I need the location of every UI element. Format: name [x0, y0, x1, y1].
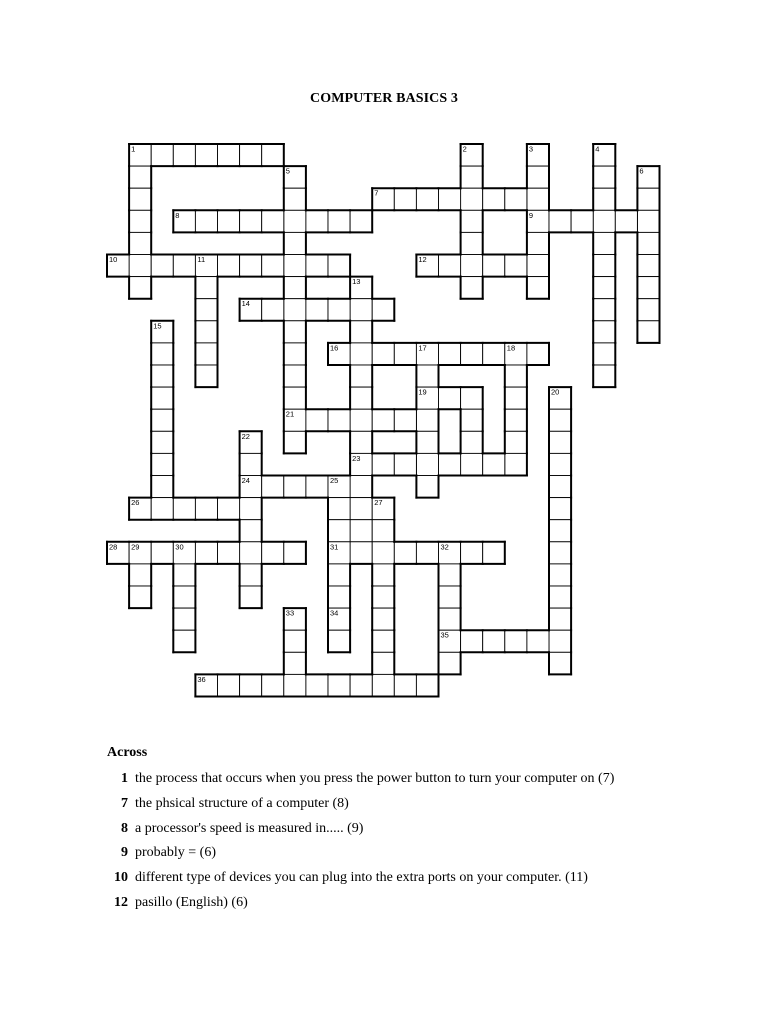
grid-cell[interactable] [284, 431, 306, 453]
grid-cell[interactable] [372, 586, 394, 608]
grid-cell[interactable] [306, 476, 328, 498]
grid-cell[interactable] [461, 255, 483, 277]
grid-cell[interactable] [151, 255, 173, 277]
grid-number: 30 [175, 542, 184, 552]
grid-cell[interactable] [549, 542, 571, 564]
grid-cell[interactable] [350, 343, 372, 365]
across-clues-section [107, 745, 727, 916]
grid-cell[interactable] [129, 232, 151, 254]
grid-cell[interactable] [372, 299, 394, 321]
grid-cell[interactable] [549, 652, 571, 674]
grid-number: 15 [153, 321, 162, 331]
grid-cell[interactable] [372, 674, 394, 696]
grid-cell[interactable] [350, 321, 372, 343]
clue-number: 8 [121, 820, 128, 836]
grid-number: 31 [330, 542, 339, 552]
grid-cell[interactable] [416, 431, 438, 453]
grid-number: 27 [374, 498, 383, 508]
across-heading: Across [107, 745, 148, 760]
grid-cell[interactable] [350, 387, 372, 409]
grid-cell[interactable] [593, 343, 615, 365]
grid-cell[interactable] [284, 321, 306, 343]
grid-cell[interactable] [372, 652, 394, 674]
grid-cell[interactable] [461, 409, 483, 431]
grid-cell[interactable] [328, 630, 350, 652]
grid-cell[interactable] [461, 630, 483, 652]
grid-cell[interactable] [637, 210, 659, 232]
grid-cell[interactable] [218, 498, 240, 520]
grid-cell[interactable] [328, 674, 350, 696]
grid-cell[interactable] [240, 542, 262, 564]
grid-cell[interactable] [173, 144, 195, 166]
grid-cell[interactable] [483, 453, 505, 475]
grid-cell[interactable] [328, 299, 350, 321]
grid-cell[interactable] [549, 608, 571, 630]
grid-cell[interactable] [372, 564, 394, 586]
clue-item [107, 792, 727, 817]
grid-cell[interactable] [240, 498, 262, 520]
grid-cell[interactable] [195, 210, 217, 232]
grid-cell[interactable] [350, 365, 372, 387]
grid-cell[interactable] [439, 586, 461, 608]
grid-cell[interactable] [439, 652, 461, 674]
grid-cell[interactable] [350, 431, 372, 453]
grid-cell[interactable] [461, 343, 483, 365]
grid-cell[interactable] [549, 564, 571, 586]
grid-cell[interactable] [505, 188, 527, 210]
grid-cell[interactable] [527, 277, 549, 299]
grid-cell[interactable] [195, 321, 217, 343]
grid-cell[interactable] [240, 520, 262, 542]
grid-cell[interactable] [461, 453, 483, 475]
grid-cell[interactable] [394, 674, 416, 696]
grid-cell[interactable] [593, 365, 615, 387]
grid-cell[interactable] [218, 255, 240, 277]
grid-cell[interactable] [262, 144, 284, 166]
grid-cell[interactable] [284, 365, 306, 387]
grid-cell[interactable] [549, 409, 571, 431]
grid-cell[interactable] [284, 387, 306, 409]
grid-cell[interactable] [394, 453, 416, 475]
grid-cell[interactable] [372, 453, 394, 475]
grid-cell[interactable] [461, 277, 483, 299]
grid-cell[interactable] [240, 586, 262, 608]
grid-cell[interactable] [262, 542, 284, 564]
clue-number: 1 [121, 771, 128, 786]
grid-cell[interactable] [195, 277, 217, 299]
grid-number: 33 [285, 608, 295, 618]
grid-cell[interactable] [129, 564, 151, 586]
page-title: COMPUTER BASICS 3 [310, 91, 458, 106]
grid-number: 7 [374, 188, 379, 198]
grid-cell[interactable] [527, 232, 549, 254]
grid-cell[interactable] [461, 431, 483, 453]
grid-cell[interactable] [284, 630, 306, 652]
grid-cell[interactable] [439, 564, 461, 586]
grid-cell[interactable] [372, 542, 394, 564]
clue-item [107, 891, 727, 916]
grid-cell[interactable] [505, 431, 527, 453]
grid-cell[interactable] [240, 255, 262, 277]
grid-cell[interactable] [439, 453, 461, 475]
grid-cell[interactable] [151, 498, 173, 520]
grid-cell[interactable] [284, 542, 306, 564]
grid-cell[interactable] [328, 586, 350, 608]
grid-number: 8 [175, 210, 180, 220]
grid-cell[interactable] [284, 210, 306, 232]
grid-cell[interactable] [593, 299, 615, 321]
grid-cell[interactable] [549, 431, 571, 453]
grid-cell[interactable] [173, 586, 195, 608]
grid-cell[interactable] [306, 255, 328, 277]
grid-number: 34 [330, 608, 339, 618]
clue-item [107, 866, 727, 891]
grid-cell[interactable] [284, 652, 306, 674]
grid-cell[interactable] [549, 498, 571, 520]
grid-cell[interactable] [284, 188, 306, 210]
grid-number: 18 [506, 343, 516, 353]
grid-cell[interactable] [173, 608, 195, 630]
grid-cell[interactable] [129, 255, 151, 277]
grid-cell[interactable] [615, 210, 637, 232]
grid-cell[interactable] [151, 476, 173, 498]
clue-number: 9 [121, 845, 128, 861]
grid-cell[interactable] [195, 498, 217, 520]
grid-cell[interactable] [284, 232, 306, 254]
grid-cell[interactable] [527, 166, 549, 188]
grid-number: 4 [595, 144, 600, 154]
grid-cell[interactable] [372, 343, 394, 365]
grid-cell[interactable] [372, 520, 394, 542]
grid-number: 14 [241, 299, 250, 309]
grid-cell[interactable] [549, 520, 571, 542]
grid-cell[interactable] [284, 299, 306, 321]
grid-number: 9 [528, 210, 534, 220]
grid-cell[interactable] [571, 210, 593, 232]
grid-number: 29 [131, 542, 140, 552]
clue-text: different type of devices you can plug into the extra ports on your computer. (11) [135, 870, 588, 886]
grid-cell[interactable] [549, 453, 571, 475]
grid-cell[interactable] [129, 166, 151, 188]
grid-cell[interactable] [328, 409, 350, 431]
grid-number: 20 [551, 387, 560, 397]
grid-cell[interactable] [240, 564, 262, 586]
grid-cell[interactable] [416, 542, 438, 564]
grid-cell[interactable] [461, 166, 483, 188]
grid-cell[interactable] [218, 674, 240, 696]
grid-number: 16 [330, 343, 339, 353]
grid-cell[interactable] [505, 365, 527, 387]
grid-cell[interactable] [394, 188, 416, 210]
grid-cell[interactable] [527, 188, 549, 210]
grid-cell[interactable] [372, 409, 394, 431]
grid-cell[interactable] [284, 674, 306, 696]
grid-cell[interactable] [416, 476, 438, 498]
grid-cell[interactable] [483, 343, 505, 365]
grid-cell[interactable] [173, 498, 195, 520]
grid-cell[interactable] [637, 188, 659, 210]
grid-cell[interactable] [129, 188, 151, 210]
grid-cell[interactable] [151, 343, 173, 365]
grid-cell[interactable] [350, 409, 372, 431]
grid-cell[interactable] [350, 476, 372, 498]
grid-number: 24 [241, 476, 250, 485]
clue-text: a processor's speed is measured in..... (9) [135, 820, 364, 836]
grid-cell[interactable] [439, 387, 461, 409]
grid-cell[interactable] [372, 608, 394, 630]
clue-text: probably = (6) [135, 845, 216, 861]
grid-cell[interactable] [284, 277, 306, 299]
grid-cell[interactable] [151, 387, 173, 409]
grid-cell[interactable] [505, 255, 527, 277]
clue-text: pasillo (English) (6) [135, 894, 248, 910]
grid-number: 19 [418, 387, 427, 397]
grid-cell[interactable] [637, 277, 659, 299]
grid-cell[interactable] [240, 144, 262, 166]
grid-number: 5 [285, 166, 290, 176]
grid-cell[interactable] [173, 564, 195, 586]
grid-number: 21 [285, 409, 295, 419]
grid-cell[interactable] [151, 144, 173, 166]
grid-cell[interactable] [416, 674, 438, 696]
grid-cell[interactable] [461, 210, 483, 232]
grid-number: 23 [352, 453, 361, 463]
clue-text: the phsical structure of a computer (8) [135, 795, 349, 811]
grid-cell[interactable] [151, 542, 173, 564]
grid-cell[interactable] [173, 255, 195, 277]
grid-cell[interactable] [461, 387, 483, 409]
grid-cell[interactable] [505, 630, 527, 652]
grid-cell[interactable] [306, 299, 328, 321]
grid-cell[interactable] [439, 255, 461, 277]
grid-cell[interactable] [593, 232, 615, 254]
grid-cell[interactable] [328, 210, 350, 232]
grid-cell[interactable] [129, 277, 151, 299]
grid-cell[interactable] [284, 343, 306, 365]
clue-number: 10 [114, 870, 128, 886]
grid-cell[interactable] [394, 343, 416, 365]
grid-cell[interactable] [262, 299, 284, 321]
grid-cell[interactable] [350, 210, 372, 232]
grid-cell[interactable] [593, 321, 615, 343]
grid-cell[interactable] [151, 365, 173, 387]
clue-item [107, 841, 727, 866]
grid-cell[interactable] [593, 210, 615, 232]
grid-number: 11 [197, 255, 206, 264]
grid-cell[interactable] [416, 409, 438, 431]
grid-cell[interactable] [195, 365, 217, 387]
grid-cell[interactable] [350, 542, 372, 564]
grid-cell[interactable] [350, 299, 372, 321]
grid-cell[interactable] [306, 674, 328, 696]
grid-number: 6 [639, 166, 644, 176]
grid-cell[interactable] [372, 630, 394, 652]
grid-cell[interactable] [439, 608, 461, 630]
grid-cell[interactable] [328, 255, 350, 277]
grid-number: 36 [197, 674, 206, 684]
grid-number: 1 [131, 144, 136, 154]
grid-cell[interactable] [505, 453, 527, 475]
grid-cell[interactable] [284, 476, 306, 498]
grid-number: 22 [241, 431, 250, 441]
clue-number: 7 [121, 795, 128, 811]
grid-number: 32 [440, 542, 449, 552]
grid-cell[interactable] [416, 188, 438, 210]
grid-cell[interactable] [129, 586, 151, 608]
grid-number: 12 [418, 255, 427, 264]
grid-cell[interactable] [151, 431, 173, 453]
grid-cell[interactable] [527, 343, 549, 365]
grid-cell[interactable] [416, 453, 438, 475]
grid-cell[interactable] [262, 255, 284, 277]
grid-cell[interactable] [637, 232, 659, 254]
grid-cell[interactable] [328, 498, 350, 520]
clue-number: 12 [114, 894, 128, 910]
grid-cell[interactable] [593, 255, 615, 277]
grid-cell[interactable] [195, 144, 217, 166]
grid-cell[interactable] [483, 188, 505, 210]
grid-cell[interactable] [350, 674, 372, 696]
grid-number: 17 [418, 343, 427, 353]
grid-cell[interactable] [218, 210, 240, 232]
grid-cell[interactable] [593, 188, 615, 210]
grid-cell[interactable] [328, 564, 350, 586]
clue-item [107, 767, 727, 792]
grid-cell[interactable] [350, 498, 372, 520]
grid-cell[interactable] [505, 409, 527, 431]
grid-cell[interactable] [306, 409, 328, 431]
grid-number: 10 [109, 255, 118, 264]
grid-cell[interactable] [637, 321, 659, 343]
grid-cell[interactable] [527, 255, 549, 277]
grid-cell[interactable] [151, 409, 173, 431]
grid-cell[interactable] [549, 476, 571, 498]
grid-cell[interactable] [129, 210, 151, 232]
grid-cell[interactable] [262, 476, 284, 498]
grid-cell[interactable] [306, 210, 328, 232]
grid-cell[interactable] [461, 188, 483, 210]
grid-number: 35 [440, 630, 449, 640]
grid-cell[interactable] [461, 542, 483, 564]
grid-cell[interactable] [240, 210, 262, 232]
grid-cell[interactable] [195, 343, 217, 365]
clue-text: the process that occurs when you press the power button to turn your computer on (7) [135, 771, 615, 786]
grid-cell[interactable] [637, 299, 659, 321]
grid-cell[interactable] [439, 188, 461, 210]
grid-cell[interactable] [483, 542, 505, 564]
grid-cell[interactable] [461, 232, 483, 254]
grid-cell[interactable] [195, 542, 217, 564]
grid-cell[interactable] [218, 144, 240, 166]
grid-cell[interactable] [549, 210, 571, 232]
grid-cell[interactable] [262, 210, 284, 232]
grid-number: 2 [462, 144, 467, 154]
grid-cell[interactable] [593, 166, 615, 188]
grid-cell[interactable] [195, 299, 217, 321]
grid-cell[interactable] [218, 542, 240, 564]
grid-cell[interactable] [483, 630, 505, 652]
grid-cell[interactable] [284, 255, 306, 277]
grid-cell[interactable] [394, 542, 416, 564]
grid-cell[interactable] [350, 520, 372, 542]
grid-number: 28 [109, 542, 118, 552]
grid-cell[interactable] [593, 277, 615, 299]
grid-cell[interactable] [483, 255, 505, 277]
grid-number: 13 [352, 277, 361, 287]
grid-cell[interactable] [262, 674, 284, 696]
grid-number: 26 [131, 498, 140, 508]
grid-number: 25 [330, 476, 339, 485]
grid-cell[interactable] [505, 387, 527, 409]
grid-cell[interactable] [151, 453, 173, 475]
grid-cell[interactable] [394, 409, 416, 431]
grid-cell[interactable] [549, 586, 571, 608]
grid-cell[interactable] [240, 453, 262, 475]
grid-number: 3 [528, 144, 534, 154]
clue-item [107, 817, 727, 842]
grid-cell[interactable] [240, 674, 262, 696]
grid-cell[interactable] [416, 365, 438, 387]
grid-cell[interactable] [549, 630, 571, 652]
grid-cell[interactable] [439, 343, 461, 365]
grid-cell[interactable] [173, 630, 195, 652]
grid-cell[interactable] [637, 255, 659, 277]
grid-cell[interactable] [527, 630, 549, 652]
grid-cell[interactable] [328, 520, 350, 542]
